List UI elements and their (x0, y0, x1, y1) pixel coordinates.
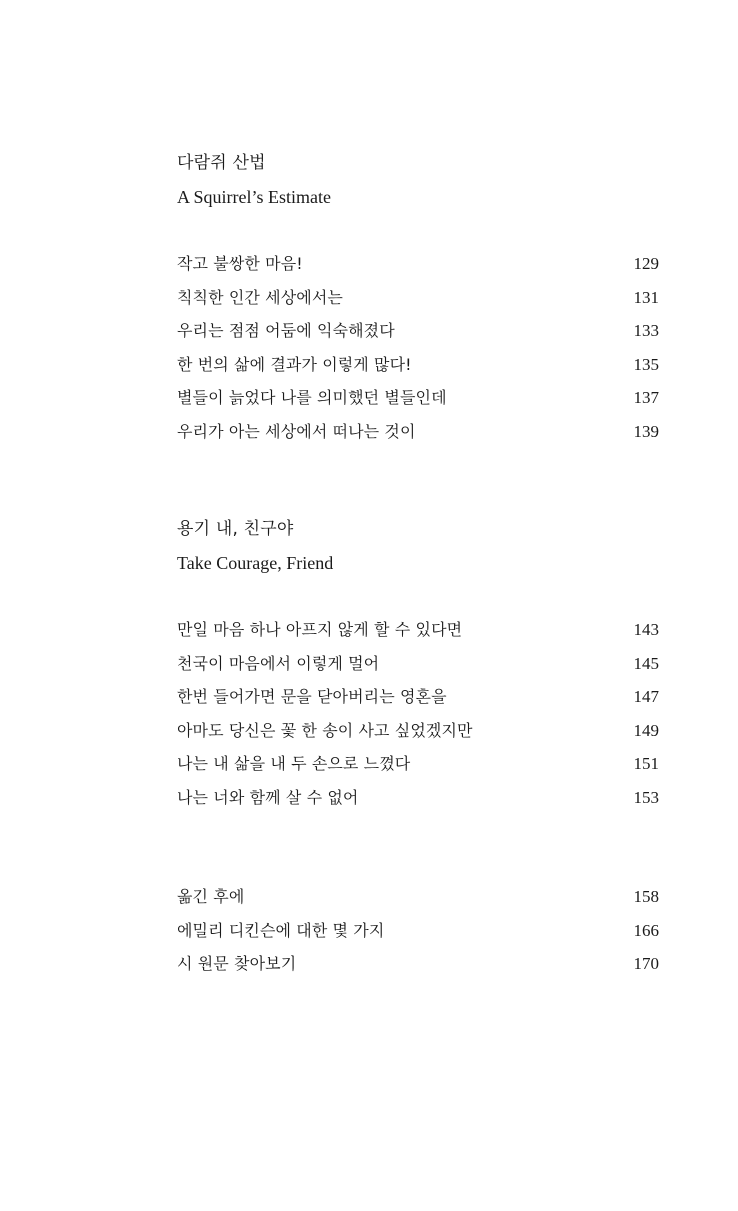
toc-entry-title: 칙칙한 인간 세상에서는 (177, 287, 343, 307)
toc-entry[interactable] (177, 753, 659, 787)
appendix-list (177, 886, 659, 987)
toc-entry-title: 한 번의 삶에 결과가 이렇게 많다! (177, 354, 412, 374)
toc-entry[interactable] (177, 619, 659, 653)
toc-entry-title: 나는 너와 함께 살 수 없어 (177, 787, 359, 807)
toc-entry-title: 에밀리 디킨슨에 대한 몇 가지 (177, 920, 385, 940)
section-title-english: Take Courage, Friend (177, 553, 334, 573)
section-title-english: A Squirrel’s Estimate (177, 187, 331, 207)
toc-entry-page: 170 (633, 954, 659, 973)
toc-entry-title: 우리는 점점 어둠에 익숙해졌다 (177, 321, 395, 340)
toc-entry-page: 145 (633, 653, 659, 673)
toc-entry-page: 135 (633, 354, 659, 374)
toc-entry-title: 시 원문 찾아보기 (177, 954, 297, 973)
section-title-korean: 다람쥐 산법 (177, 153, 266, 173)
toc-entry[interactable] (177, 953, 659, 987)
toc-entry-page: 143 (633, 620, 659, 639)
section-squirrels-estimate (177, 152, 659, 208)
toc-entry-page: 133 (633, 321, 659, 340)
toc-entry-title: 작고 불쌍한 마음! (177, 254, 303, 273)
toc-entry-page: 147 (633, 687, 659, 706)
toc-entry[interactable] (177, 354, 659, 388)
toc-entry[interactable] (177, 787, 659, 821)
toc-entry-title: 별들이 늙었다 나를 의미했던 별들인데 (177, 388, 447, 407)
toc-entry[interactable] (177, 686, 659, 720)
toc-entry[interactable] (177, 653, 659, 687)
toc-entry-page: 166 (633, 920, 659, 940)
toc-list (177, 253, 659, 454)
section-title-korean: 용기 내, 친구야 (177, 519, 294, 539)
toc-entry[interactable] (177, 387, 659, 421)
toc-entry[interactable] (177, 421, 659, 455)
toc-entry-title: 아마도 당신은 꽃 한 송이 사고 싶었겠지만 (177, 720, 473, 740)
toc-entry[interactable] (177, 320, 659, 354)
section-take-courage-friend (177, 518, 659, 574)
toc-entry-page: 158 (633, 887, 659, 906)
toc-list (177, 619, 659, 820)
toc-entry-title: 한번 들어가면 문을 닫아버리는 영혼을 (177, 687, 447, 706)
toc-entry-title: 우리가 아는 세상에서 떠나는 것이 (177, 421, 416, 441)
toc-entry[interactable] (177, 253, 659, 287)
toc-entry[interactable] (177, 287, 659, 321)
toc-entry-title: 옮긴 후에 (177, 887, 245, 906)
toc-entry-page: 131 (633, 287, 659, 307)
toc-entry-page: 153 (633, 787, 659, 807)
toc-entry-title: 천국이 마음에서 이렇게 멀어 (177, 653, 380, 673)
toc-entry-title: 만일 마음 하나 아프지 않게 할 수 있다면 (177, 620, 463, 639)
toc-entry[interactable] (177, 720, 659, 754)
toc-entry[interactable] (177, 920, 659, 954)
toc-entry-page: 151 (633, 754, 659, 773)
toc-entry-page: 137 (633, 388, 659, 407)
toc-entry-page: 129 (633, 254, 659, 273)
toc-entry-page: 149 (633, 720, 659, 740)
toc-entry[interactable] (177, 886, 659, 920)
toc-entry-title: 나는 내 삶을 내 두 손으로 느꼈다 (177, 754, 411, 773)
toc-entry-page: 139 (633, 421, 659, 441)
